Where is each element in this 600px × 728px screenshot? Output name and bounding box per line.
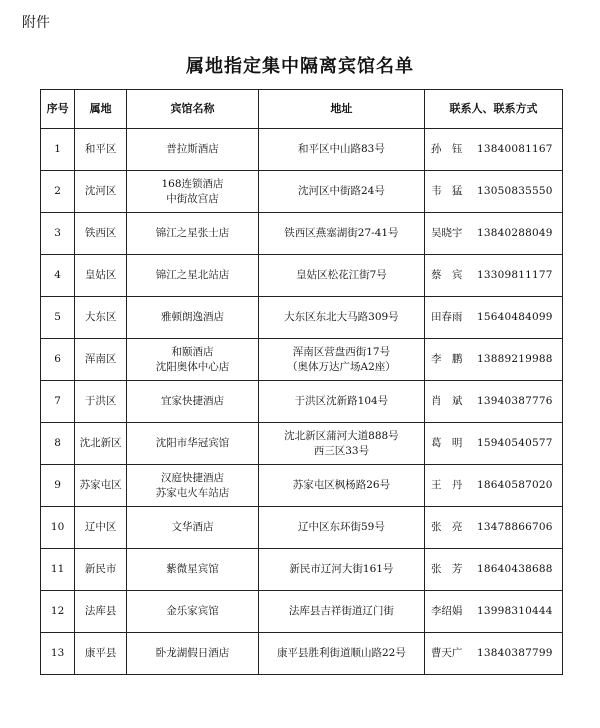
address-line: 沈北新区蒲河大道888号 — [284, 430, 399, 443]
address-cell — [258, 465, 424, 507]
district-cell: 沈河区 — [75, 171, 127, 213]
address-cell — [258, 171, 424, 213]
address-cell — [258, 633, 424, 675]
address-cell — [258, 297, 424, 339]
contact-cell — [424, 591, 562, 633]
address-line: 于洪区沈新路104号 — [294, 395, 389, 408]
contact-phone: 13840387799 — [476, 647, 553, 660]
hotel-name-line: 紫微星宾馆 — [166, 563, 219, 576]
address-cell — [258, 507, 424, 549]
contact-cell — [424, 129, 562, 171]
district-cell: 苏家屯区 — [75, 465, 127, 507]
contact-person: 王 丹 — [430, 479, 463, 492]
column-header-address: 地址 — [258, 90, 424, 129]
address-cell — [258, 381, 424, 423]
hotel-name-line: 锦江之星张士店 — [155, 227, 230, 240]
column-header-district: 属地 — [75, 90, 127, 129]
table-row — [41, 255, 563, 297]
hotel-name-cell — [127, 129, 259, 171]
table-row — [41, 381, 563, 423]
hotel-name-line: 汉庭快捷酒店 — [161, 472, 224, 485]
address-line: 大东区东北大马路309号 — [284, 311, 399, 324]
hotel-name-cell — [127, 633, 259, 675]
contact-cell — [424, 633, 562, 675]
contact-cell — [424, 255, 562, 297]
address-cell — [258, 549, 424, 591]
contact-person: 韦 猛 — [430, 185, 463, 198]
hotel-name-line: 金乐家宾馆 — [166, 605, 219, 618]
district-cell: 和平区 — [75, 129, 127, 171]
contact-person: 葛 明 — [430, 437, 463, 450]
row-number-cell: 8 — [41, 423, 75, 465]
table-row — [41, 549, 563, 591]
hotel-name-cell — [127, 213, 259, 255]
contact-cell — [424, 465, 562, 507]
row-number-cell: 9 — [41, 465, 75, 507]
address-line: 新民市辽河大街161号 — [289, 563, 394, 576]
address-line: 和平区中山路83号 — [297, 143, 385, 156]
contact-person: 田春雨 — [430, 311, 463, 324]
contact-phone: 13840081167 — [476, 143, 553, 156]
row-number-cell: 3 — [41, 213, 75, 255]
address-line: 法库县吉祥街道辽门街 — [288, 605, 394, 618]
contact-person: 李 鹏 — [430, 353, 463, 366]
address-cell — [258, 213, 424, 255]
table-row — [41, 591, 563, 633]
contact-person: 张 芳 — [430, 563, 463, 576]
hotel-name-line: 雅顿朗逸酒店 — [161, 311, 224, 324]
contact-cell — [424, 507, 562, 549]
row-number-cell: 1 — [41, 129, 75, 171]
hotel-name-line: 文华酒店 — [171, 521, 214, 534]
contact-person: 张 亮 — [430, 521, 463, 534]
table-row — [41, 339, 563, 381]
table-row — [41, 423, 563, 465]
district-cell: 浑南区 — [75, 339, 127, 381]
contact-phone: 15940540577 — [476, 437, 553, 450]
contact-phone: 13840288049 — [476, 227, 553, 240]
table-body — [41, 129, 563, 675]
address-line: 辽中区东环街59号 — [297, 521, 385, 534]
contact-phone: 13478866706 — [476, 521, 553, 534]
contact-cell — [424, 171, 562, 213]
column-header-number: 序号 — [41, 90, 75, 129]
address-cell — [258, 423, 424, 465]
district-cell: 康平县 — [75, 633, 127, 675]
district-cell: 新民市 — [75, 549, 127, 591]
address-line: 苏家屯区枫杨路26号 — [292, 479, 391, 492]
contact-phone: 13998310444 — [476, 605, 553, 618]
row-number-cell: 11 — [41, 549, 75, 591]
contact-cell — [424, 381, 562, 423]
contact-cell — [424, 423, 562, 465]
row-number-cell: 5 — [41, 297, 75, 339]
contact-phone: 13309811177 — [476, 269, 553, 282]
contact-phone: 13940387776 — [476, 395, 553, 408]
hotel-name-line: 锦江之星北站店 — [155, 269, 230, 282]
contact-cell — [424, 297, 562, 339]
row-number-cell: 6 — [41, 339, 75, 381]
address-line: 铁西区燕塞湖街27-41号 — [284, 227, 399, 240]
table-row — [41, 297, 563, 339]
address-cell — [258, 591, 424, 633]
address-line: 皇姑区松花江街7号 — [296, 269, 387, 282]
hotel-name-line: 普拉斯酒店 — [166, 143, 219, 156]
address-line: （奥体万达广场A2座） — [287, 360, 396, 373]
hotel-name-line: 沈阳奥体中心店 — [155, 360, 230, 373]
address-line: 西三区33号 — [313, 444, 370, 457]
column-header-hotel-name: 宾馆名称 — [127, 90, 259, 129]
district-cell: 沈北新区 — [75, 423, 127, 465]
hotel-name-line: 中街故宫店 — [166, 192, 219, 205]
row-number-cell: 13 — [41, 633, 75, 675]
contact-person: 肖 斌 — [430, 395, 463, 408]
district-cell: 法库县 — [75, 591, 127, 633]
hotel-name-cell — [127, 381, 259, 423]
contact-cell — [424, 339, 562, 381]
table-row — [41, 213, 563, 255]
table-row — [41, 507, 563, 549]
column-header-contact: 联系人、联系方式 — [424, 90, 562, 129]
row-number-cell: 10 — [41, 507, 75, 549]
hotel-roster-table — [40, 89, 563, 675]
hotel-name-line: 宜家快捷酒店 — [161, 395, 224, 408]
address-line: 沈河区中街路24号 — [297, 185, 385, 198]
contact-person: 李绍娟 — [430, 605, 463, 618]
row-number-cell: 2 — [41, 171, 75, 213]
address-cell — [258, 339, 424, 381]
district-cell: 于洪区 — [75, 381, 127, 423]
attachment-label: 附件 — [22, 15, 50, 31]
table-row — [41, 465, 563, 507]
row-number-cell: 4 — [41, 255, 75, 297]
contact-cell — [424, 549, 562, 591]
contact-phone: 13889219988 — [476, 353, 553, 366]
table-header-row — [41, 90, 563, 129]
address-line: 浑南区营盘西街17号 — [292, 346, 391, 359]
address-cell — [258, 129, 424, 171]
hotel-name-cell — [127, 255, 259, 297]
contact-person: 吴晓宇 — [430, 227, 463, 240]
hotel-name-cell — [127, 297, 259, 339]
document-title: 属地指定集中隔离宾馆名单 — [186, 56, 414, 77]
address-cell — [258, 255, 424, 297]
table-row — [41, 633, 563, 675]
district-cell: 大东区 — [75, 297, 127, 339]
contact-person: 蔡 宾 — [430, 269, 463, 282]
table-row — [41, 171, 563, 213]
contact-phone: 18640438688 — [476, 563, 553, 576]
contact-person: 孙 钰 — [430, 143, 463, 156]
district-cell: 皇姑区 — [75, 255, 127, 297]
hotel-name-cell — [127, 171, 259, 213]
hotel-name-cell — [127, 591, 259, 633]
hotel-name-line: 沈阳市华冠宾馆 — [155, 437, 230, 450]
hotel-name-line: 168连锁酒店 — [161, 178, 224, 191]
address-line: 康平县胜利街道顺山路22号 — [276, 647, 406, 660]
hotel-name-cell — [127, 507, 259, 549]
contact-phone: 18640587020 — [476, 479, 553, 492]
district-cell: 铁西区 — [75, 213, 127, 255]
contact-phone: 15640484099 — [476, 311, 553, 324]
hotel-name-cell — [127, 423, 259, 465]
hotel-name-cell — [127, 339, 259, 381]
contact-person: 曹天广 — [430, 647, 463, 660]
hotel-name-line: 和颐酒店 — [171, 346, 214, 359]
hotel-name-line: 苏家屯火车站店 — [155, 486, 230, 499]
table-row — [41, 129, 563, 171]
contact-cell — [424, 213, 562, 255]
hotel-name-line: 卧龙湖假日酒店 — [155, 647, 230, 660]
row-number-cell: 7 — [41, 381, 75, 423]
contact-phone: 13050835550 — [476, 185, 553, 198]
district-cell: 辽中区 — [75, 507, 127, 549]
hotel-name-cell — [127, 465, 259, 507]
row-number-cell: 12 — [41, 591, 75, 633]
hotel-name-cell — [127, 549, 259, 591]
